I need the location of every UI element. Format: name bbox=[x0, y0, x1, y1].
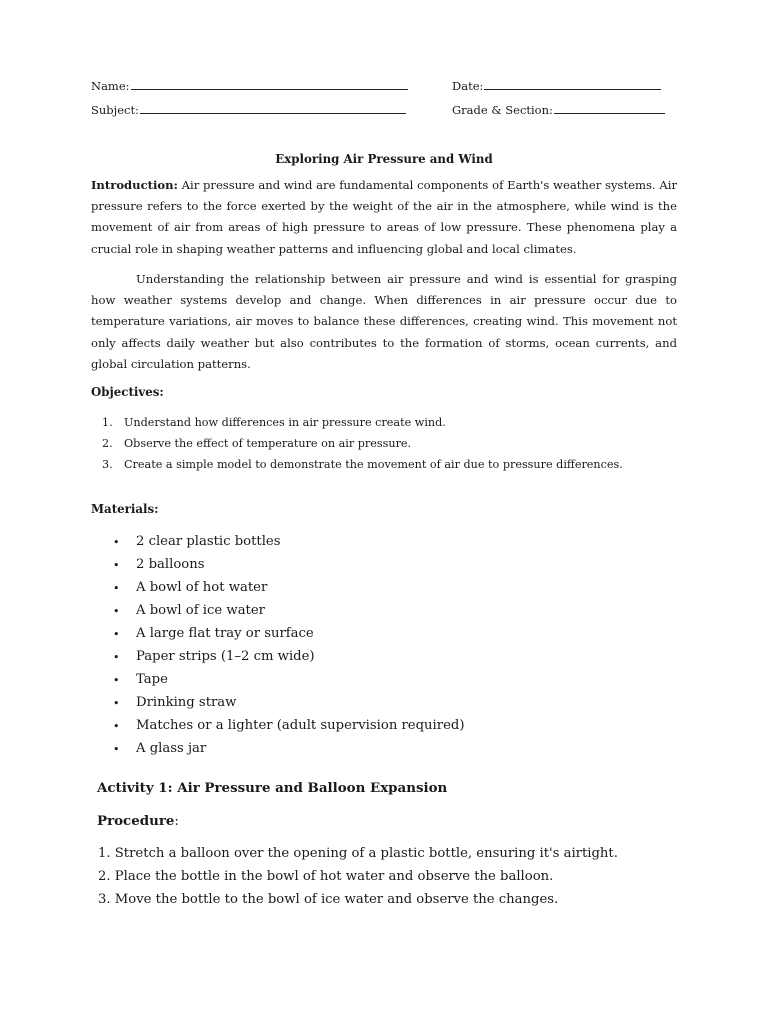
material-text: Tape bbox=[136, 672, 168, 687]
introduction-text: Air pressure and wind are fundamental components of Earth's weather systems. Air pressure refers to the force exerted by the weight of the air in the atmosphere, while wind is the movement of air from areas of high pressure to areas of low pressure. These phenomena play a crucial role in shaping weather patterns and influencing global and local climates. bbox=[91, 178, 677, 256]
material-text: Drinking straw bbox=[136, 695, 237, 710]
bullet-icon: • bbox=[113, 536, 120, 549]
grade-section-underline bbox=[554, 112, 665, 114]
subject-label: Subject: bbox=[91, 103, 139, 117]
procedure-heading bbox=[97, 813, 179, 829]
body-paragraph-text: Understanding the relationship between air pressure and wind is essential for grasping how weather systems develop and change. When differences in air pressure occur due to temperature variations, air moves to balance these differences, creating wind. This movement not only affects daily weather but also contributes to the formation of storms, ocean currents, and global circulation patterns. bbox=[91, 272, 677, 371]
objective-text: Observe the effect of temperature on air pressure. bbox=[124, 437, 412, 450]
grade-section-label: Grade & Section: bbox=[452, 103, 553, 117]
materials-heading: Materials: bbox=[91, 502, 159, 516]
bullet-icon: • bbox=[113, 743, 120, 756]
bullet-icon: • bbox=[113, 720, 120, 733]
date-field bbox=[452, 79, 661, 93]
material-text: A bowl of ice water bbox=[136, 603, 265, 618]
objective-number: 3. bbox=[102, 458, 113, 471]
body-paragraph bbox=[91, 269, 677, 375]
bullet-icon: • bbox=[113, 674, 120, 687]
bullet-icon: • bbox=[113, 651, 120, 664]
introduction-paragraph bbox=[91, 175, 677, 260]
date-underline bbox=[484, 88, 661, 90]
objective-number: 2. bbox=[102, 437, 113, 450]
grade-section-field bbox=[452, 103, 665, 117]
name-underline bbox=[131, 88, 408, 90]
bullet-icon: • bbox=[113, 559, 120, 572]
material-text: Matches or a lighter (adult supervision required) bbox=[136, 718, 465, 733]
objective-number: 1. bbox=[102, 416, 113, 429]
bullet-icon: • bbox=[113, 582, 120, 595]
name-field bbox=[91, 79, 408, 93]
introduction-label: Introduction: bbox=[91, 178, 178, 192]
objective-text: Create a simple model to demonstrate the movement of air due to pressure differences. bbox=[124, 458, 623, 471]
subject-field bbox=[91, 103, 406, 117]
material-text: Paper strips (1–2 cm wide) bbox=[136, 649, 315, 664]
objective-text: Understand how differences in air pressure create wind. bbox=[124, 416, 446, 429]
document-title: Exploring Air Pressure and Wind bbox=[275, 152, 493, 166]
activity-1-title: Activity 1: Air Pressure and Balloon Expansion bbox=[97, 780, 448, 796]
procedure-step: 1. Stretch a balloon over the opening of a plastic bottle, ensuring it's airtight. bbox=[98, 846, 618, 861]
material-text: A large flat tray or surface bbox=[136, 626, 314, 641]
objectives-heading: Objectives: bbox=[91, 385, 164, 399]
bullet-icon: • bbox=[113, 697, 120, 710]
material-text: A bowl of hot water bbox=[136, 580, 268, 595]
subject-underline bbox=[140, 112, 406, 114]
name-label: Name: bbox=[91, 79, 130, 93]
procedure-step: 2. Place the bottle in the bowl of hot water and observe the balloon. bbox=[98, 869, 554, 884]
date-label: Date: bbox=[452, 79, 484, 93]
procedure-step: 3. Move the bottle to the bowl of ice water and observe the changes. bbox=[98, 892, 559, 907]
bullet-icon: • bbox=[113, 628, 120, 641]
material-text: 2 balloons bbox=[136, 557, 205, 572]
material-text: 2 clear plastic bottles bbox=[136, 534, 281, 549]
procedure-colon: : bbox=[174, 814, 179, 829]
bullet-icon: • bbox=[113, 605, 120, 618]
procedure-label: Procedure bbox=[97, 813, 175, 829]
material-text: A glass jar bbox=[136, 741, 207, 756]
